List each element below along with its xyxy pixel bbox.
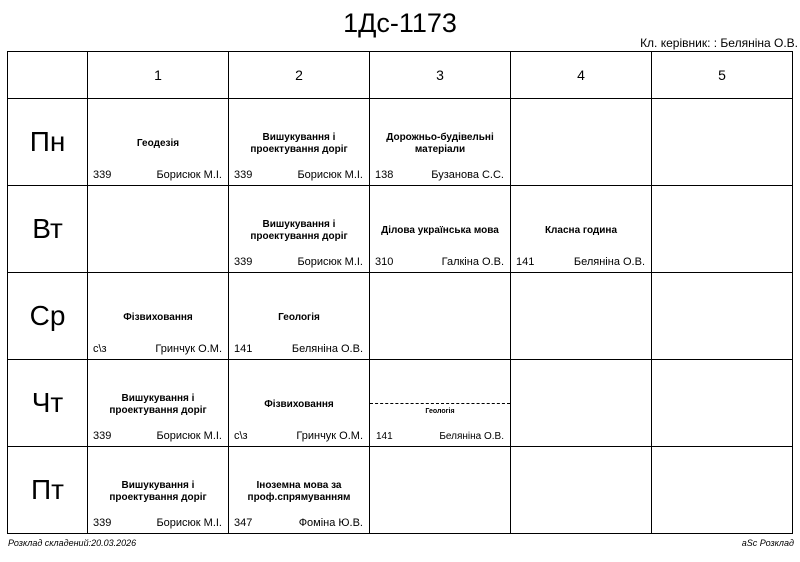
period-header: 3	[370, 52, 511, 99]
lesson-cell	[652, 99, 793, 186]
lesson-cell	[652, 186, 793, 273]
corner-cell	[8, 52, 88, 99]
subject-name: Геологія	[425, 408, 455, 415]
class-teacher: Кл. керівник: : Беляніна О.В.	[640, 36, 798, 50]
teacher-name: Галкіна О.В.	[441, 256, 504, 268]
lesson-cell	[229, 99, 370, 186]
room-number: 141	[234, 343, 253, 355]
lesson-cell	[511, 99, 652, 186]
subject-name: Класна година	[544, 225, 618, 236]
footer-app-name: aSc Розклад	[741, 538, 794, 548]
day-row	[8, 99, 793, 186]
lesson-cell	[370, 360, 511, 447]
subject-name: Іноземна мова за проф.спрямуванням	[247, 480, 351, 503]
day-name: Пт	[8, 447, 88, 534]
teacher-name: Борисюк М.І.	[156, 517, 222, 529]
day-row	[8, 447, 793, 534]
room-number: 339	[93, 517, 112, 529]
day-name: Чт	[8, 360, 88, 447]
teacher-name: Гринчук О.М.	[296, 430, 363, 442]
teacher-name: Беляніна О.В.	[573, 256, 645, 268]
lesson-cell	[88, 99, 229, 186]
footer-generated-date: Розклад складений:20.03.2026	[8, 538, 137, 548]
lesson-cell	[511, 447, 652, 534]
lesson-cell	[370, 186, 511, 273]
lesson-cell	[370, 447, 511, 534]
lesson-cell	[652, 447, 793, 534]
subject-name: Фізвиховання	[123, 312, 193, 323]
teacher-name: Беляніна О.В.	[439, 431, 504, 442]
subject-name: Вишукування і проектування доріг	[109, 393, 207, 416]
half-divider	[370, 403, 510, 404]
teacher-name: Борисюк М.І.	[156, 169, 222, 181]
subject-name: Вишукування і проектування доріг	[109, 480, 207, 503]
teacher-name: Беляніна О.В.	[291, 343, 363, 355]
room-number: 339	[234, 169, 253, 181]
lesson-cell	[88, 447, 229, 534]
room-number: 141	[516, 256, 535, 268]
room-number: 339	[93, 169, 112, 181]
lesson-cell	[370, 99, 511, 186]
subject-name: Вишукування і проектування доріг	[250, 132, 348, 155]
period-header: 5	[652, 52, 793, 99]
teacher-name: Борисюк М.І.	[297, 169, 363, 181]
lesson-cell	[229, 447, 370, 534]
teacher-name: Борисюк М.І.	[156, 430, 222, 442]
room-number: 339	[234, 256, 253, 268]
subject-name: Ділова українська мова	[381, 225, 499, 236]
period-header: 1	[88, 52, 229, 99]
day-row	[8, 273, 793, 360]
lesson-cell	[88, 360, 229, 447]
subject-name: Геологія	[278, 312, 320, 323]
room-number: с\з	[234, 430, 248, 442]
day-name: Ср	[8, 273, 88, 360]
room-number: 347	[234, 517, 253, 529]
page-title: 1Дс-1173	[343, 8, 457, 38]
room-number: с\з	[93, 343, 107, 355]
teacher-name: Бузанова С.С.	[431, 169, 504, 181]
subject-name: Вишукування і проектування доріг	[250, 219, 348, 242]
timetable	[7, 51, 793, 534]
room-number: 138	[375, 169, 394, 181]
subject-name: Фізвиховання	[264, 399, 334, 410]
lesson-cell	[229, 273, 370, 360]
teacher-name: Гринчук О.М.	[155, 343, 222, 355]
lesson-cell	[652, 273, 793, 360]
room-number: 339	[93, 430, 112, 442]
day-name: Вт	[8, 186, 88, 273]
day-name: Пн	[8, 99, 88, 186]
day-row	[8, 186, 793, 273]
teacher-name: Борисюк М.І.	[297, 256, 363, 268]
period-header: 2	[229, 52, 370, 99]
lesson-cell	[511, 273, 652, 360]
lesson-cell	[88, 273, 229, 360]
lesson-cell	[229, 186, 370, 273]
lesson-cell	[511, 360, 652, 447]
period-header: 4	[511, 52, 652, 99]
subject-name: Дорожньо-будівельні матеріали	[386, 132, 494, 155]
subject-name: Геодезія	[136, 138, 180, 149]
lesson-cell	[511, 186, 652, 273]
header-row	[8, 52, 793, 99]
lesson-cell	[652, 360, 793, 447]
room-number: 141	[376, 431, 393, 442]
lesson-cell	[370, 273, 511, 360]
teacher-name: Фоміна Ю.В.	[298, 517, 363, 529]
room-number: 310	[375, 256, 394, 268]
lesson-cell	[229, 360, 370, 447]
lesson-cell	[88, 186, 229, 273]
day-row	[8, 360, 793, 447]
